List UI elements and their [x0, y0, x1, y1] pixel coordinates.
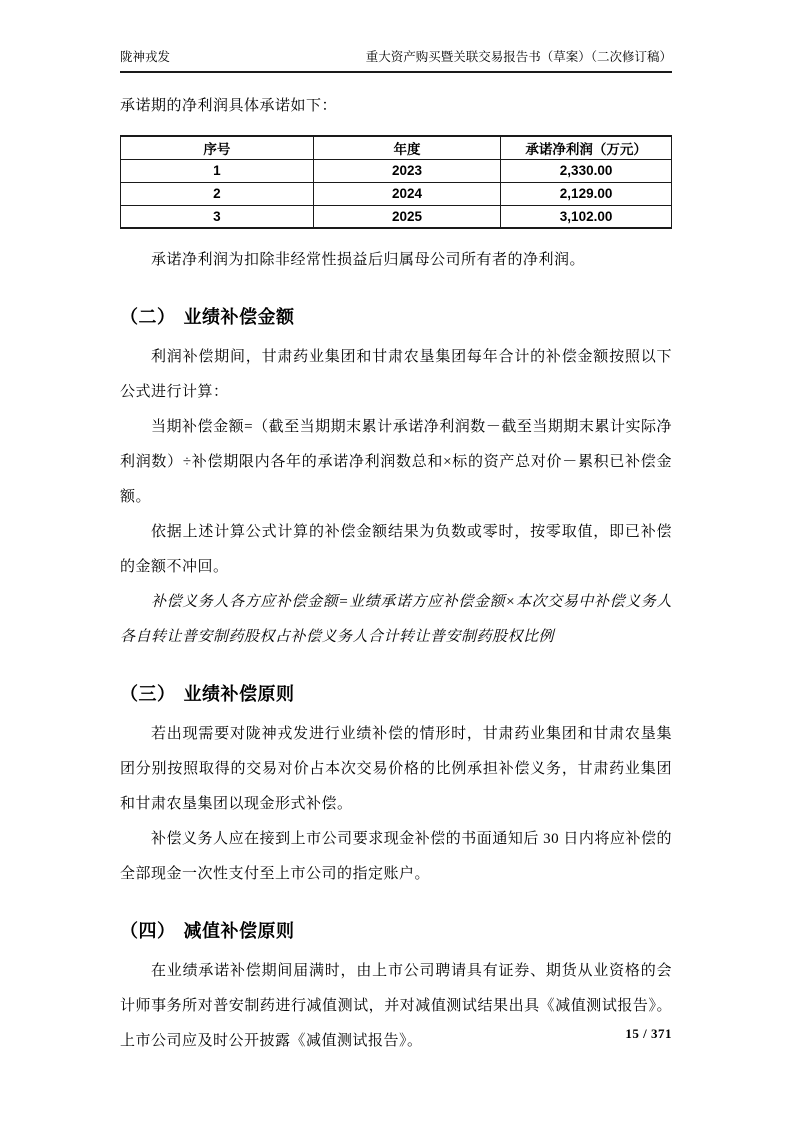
table-row	[121, 182, 672, 205]
section-impairment-compensation-principle	[120, 917, 672, 1059]
section-performance-compensation-amount	[120, 303, 672, 655]
section-heading	[120, 917, 672, 945]
section-number: （三）	[120, 684, 176, 704]
section-title: 减值补偿原则	[183, 921, 295, 941]
table-row	[121, 205, 672, 228]
intro-paragraph: 承诺期的净利润具体承诺如下：	[120, 98, 338, 114]
section-number: （二）	[120, 307, 176, 327]
table-header-row	[121, 136, 672, 159]
paragraph: 在业绩承诺补偿期间届满时，由上市公司聘请具有证券、期货从业资格的会计师事务所对普安制药进行减值测试，并对减值测试结果出具《减值测试报告》。上市公司应及时公开披露《减值测试报告》。	[120, 963, 672, 1049]
table-row	[121, 159, 672, 182]
cell-year: 2023	[313, 159, 500, 182]
profit-commitment-table	[120, 135, 672, 229]
formula-paragraph: 当期补偿金额=（截至当期期末累计承诺净利润数－截至当期期末累计实际净利润数）÷补偿期限内各年的承诺净利润数总和×标的资产总对价－累积已补偿金额。	[120, 419, 672, 505]
cell-profit: 3,102.00	[501, 205, 672, 228]
section-title: 业绩补偿原则	[183, 684, 295, 704]
cell-profit: 2,330.00	[501, 159, 672, 182]
header-left-company: 陇神戎发	[120, 50, 171, 64]
section-number: （四）	[120, 921, 176, 941]
formula-paragraph: 补偿义务人各方应补偿金额=业绩承诺方应补偿金额×本次交易中补偿义务人各自转让普安制药股权占补偿义务人合计转让普安制药股权比例	[120, 594, 672, 645]
section-heading	[120, 680, 672, 708]
col-header-year: 年度	[313, 136, 500, 159]
paragraph: 补偿义务人应在接到上市公司要求现金补偿的书面通知后 30 日内将应补偿的全部现金一次性支付至上市公司的指定账户。	[120, 831, 672, 882]
header-right-doc-title: 重大资产购买暨关联交易报告书（草案）（二次修订稿）	[365, 50, 672, 64]
cell-profit: 2,129.00	[501, 182, 672, 205]
col-header-seq: 序号	[121, 136, 314, 159]
cell-year: 2025	[313, 205, 500, 228]
table-note-paragraph: 承诺净利润为扣除非经常性损益后归属母公司所有者的净利润。	[151, 252, 586, 268]
section-title: 业绩补偿金额	[183, 307, 295, 327]
section-heading	[120, 303, 672, 331]
section-performance-compensation-principle	[120, 680, 672, 892]
paragraph: 依据上述计算公式计算的补偿金额结果为负数或零时，按零取值，即已补偿的金额不冲回。	[120, 524, 672, 575]
col-header-profit: 承诺净利润（万元）	[501, 136, 672, 159]
page-content	[120, 48, 672, 1059]
cell-year: 2024	[313, 182, 500, 205]
paragraph: 若出现需要对陇神戎发进行业绩补偿的情形时，甘肃药业集团和甘肃农垦集团分别按照取得的交易对价占本次交易价格的比例承担补偿义务，甘肃药业集团和甘肃农垦集团以现金形式补偿。	[120, 726, 672, 812]
running-header	[120, 48, 672, 73]
paragraph: 利润补偿期间，甘肃药业集团和甘肃农垦集团每年合计的补偿金额按照以下公式进行计算：	[120, 349, 672, 400]
page-number: 15 / 371	[625, 1026, 672, 1041]
cell-seq: 3	[121, 205, 314, 228]
cell-seq: 1	[121, 159, 314, 182]
cell-seq: 2	[121, 182, 314, 205]
